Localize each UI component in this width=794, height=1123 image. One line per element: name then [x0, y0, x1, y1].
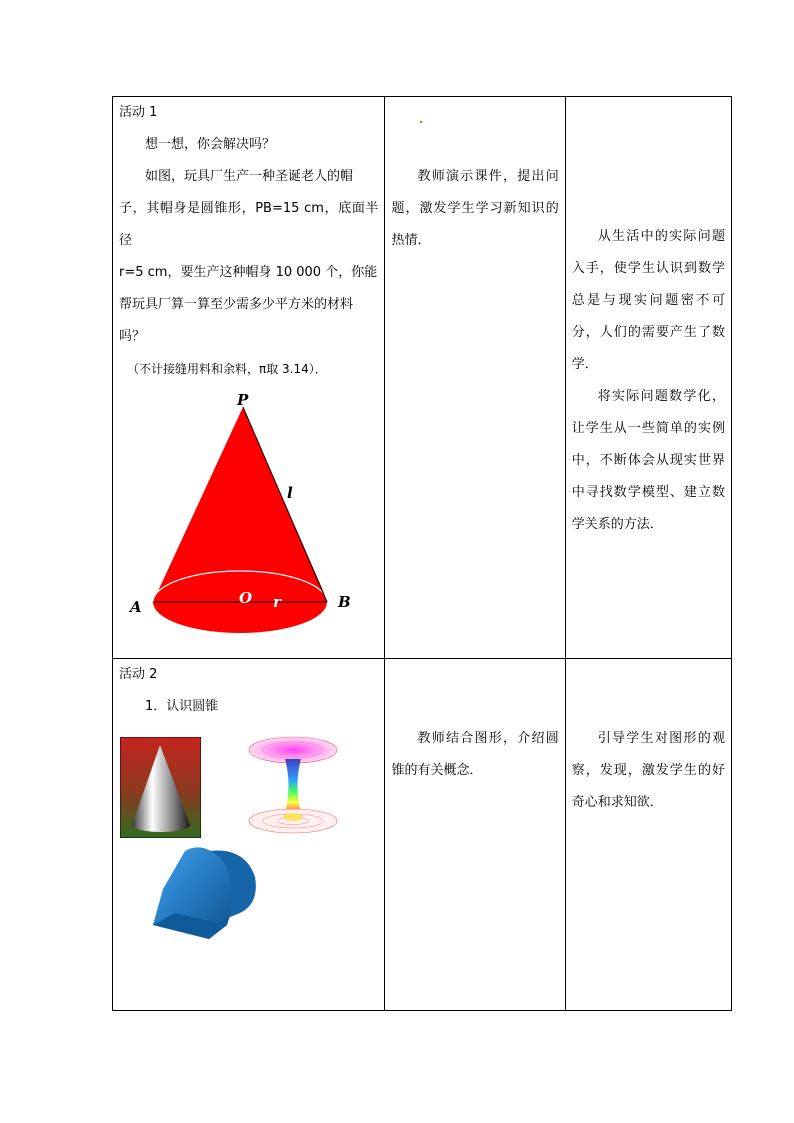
silver-cone-image [120, 737, 201, 838]
activity-2-title: 活动 2 [119, 667, 158, 682]
activity-2-content-cell [113, 659, 385, 1011]
lesson-table [112, 96, 732, 1011]
activity-1-content-cell [113, 97, 385, 659]
lesson-page [112, 96, 732, 1013]
problem-line-4: 帮玩具厂算一算至少需多少平方米的材料 [119, 297, 354, 312]
label-l: l [287, 484, 293, 502]
hyperboloid-image [247, 735, 339, 839]
problem-line-5: 吗？ [119, 329, 146, 344]
activity-1-teacher-cell [385, 97, 565, 659]
activity-1-intent-para-1: 从生活中的实际问题入手，使学生认识到数学总是与现实问题密不可分，人们的需要产生了数学． [571, 229, 725, 372]
cone-figure [123, 392, 353, 642]
label-p: P [237, 392, 249, 409]
problem-line-2: 子，其帽身是圆锥形，PB=15 cm，底面半径 [119, 201, 379, 248]
problem-note: （不计接缝用料和余料，π取 3.14）． [127, 362, 327, 376]
stray-dot [420, 121, 422, 123]
activity-2-teacher-text: 教师结合图形，介绍圆锥的有关概念． [391, 731, 559, 778]
activity-2-row [113, 659, 732, 1011]
activity-1-title: 活动 1 [119, 105, 158, 120]
label-b: B [338, 593, 351, 611]
blue-solid-image [145, 839, 269, 949]
activity-2-subtitle: 1．认识圆锥 [145, 699, 219, 714]
activity-2-intent-cell [565, 659, 731, 1011]
activity-2-teacher-cell [385, 659, 565, 1011]
label-r: r [273, 593, 281, 611]
activity-1-row [113, 97, 732, 659]
activity-1-intent-para-2: 将实际问题数学化，让学生从一些简单的实例中，不断体会从现实世界中寻找数学模型、建立数学关系的方法． [571, 389, 725, 532]
problem-line-1: 如图，玩具厂生产一种圣诞老人的帽 [145, 169, 354, 184]
activity-1-prompt: 想一想，你会解决吗？ [145, 137, 276, 152]
problem-line-3: r=5 cm，要生产这种帽身 10 000 个，你能 [119, 265, 378, 280]
activity-1-teacher-text: 教师演示课件，提出问题，激发学生学习新知识的热情． [391, 169, 559, 248]
label-o: O [239, 589, 253, 607]
label-a: A [130, 598, 142, 616]
activity-2-intent-text: 引导学生对图形的观察，发现，激发学生的好奇心和求知欲． [571, 731, 725, 810]
activity-1-intent-cell [565, 97, 731, 659]
